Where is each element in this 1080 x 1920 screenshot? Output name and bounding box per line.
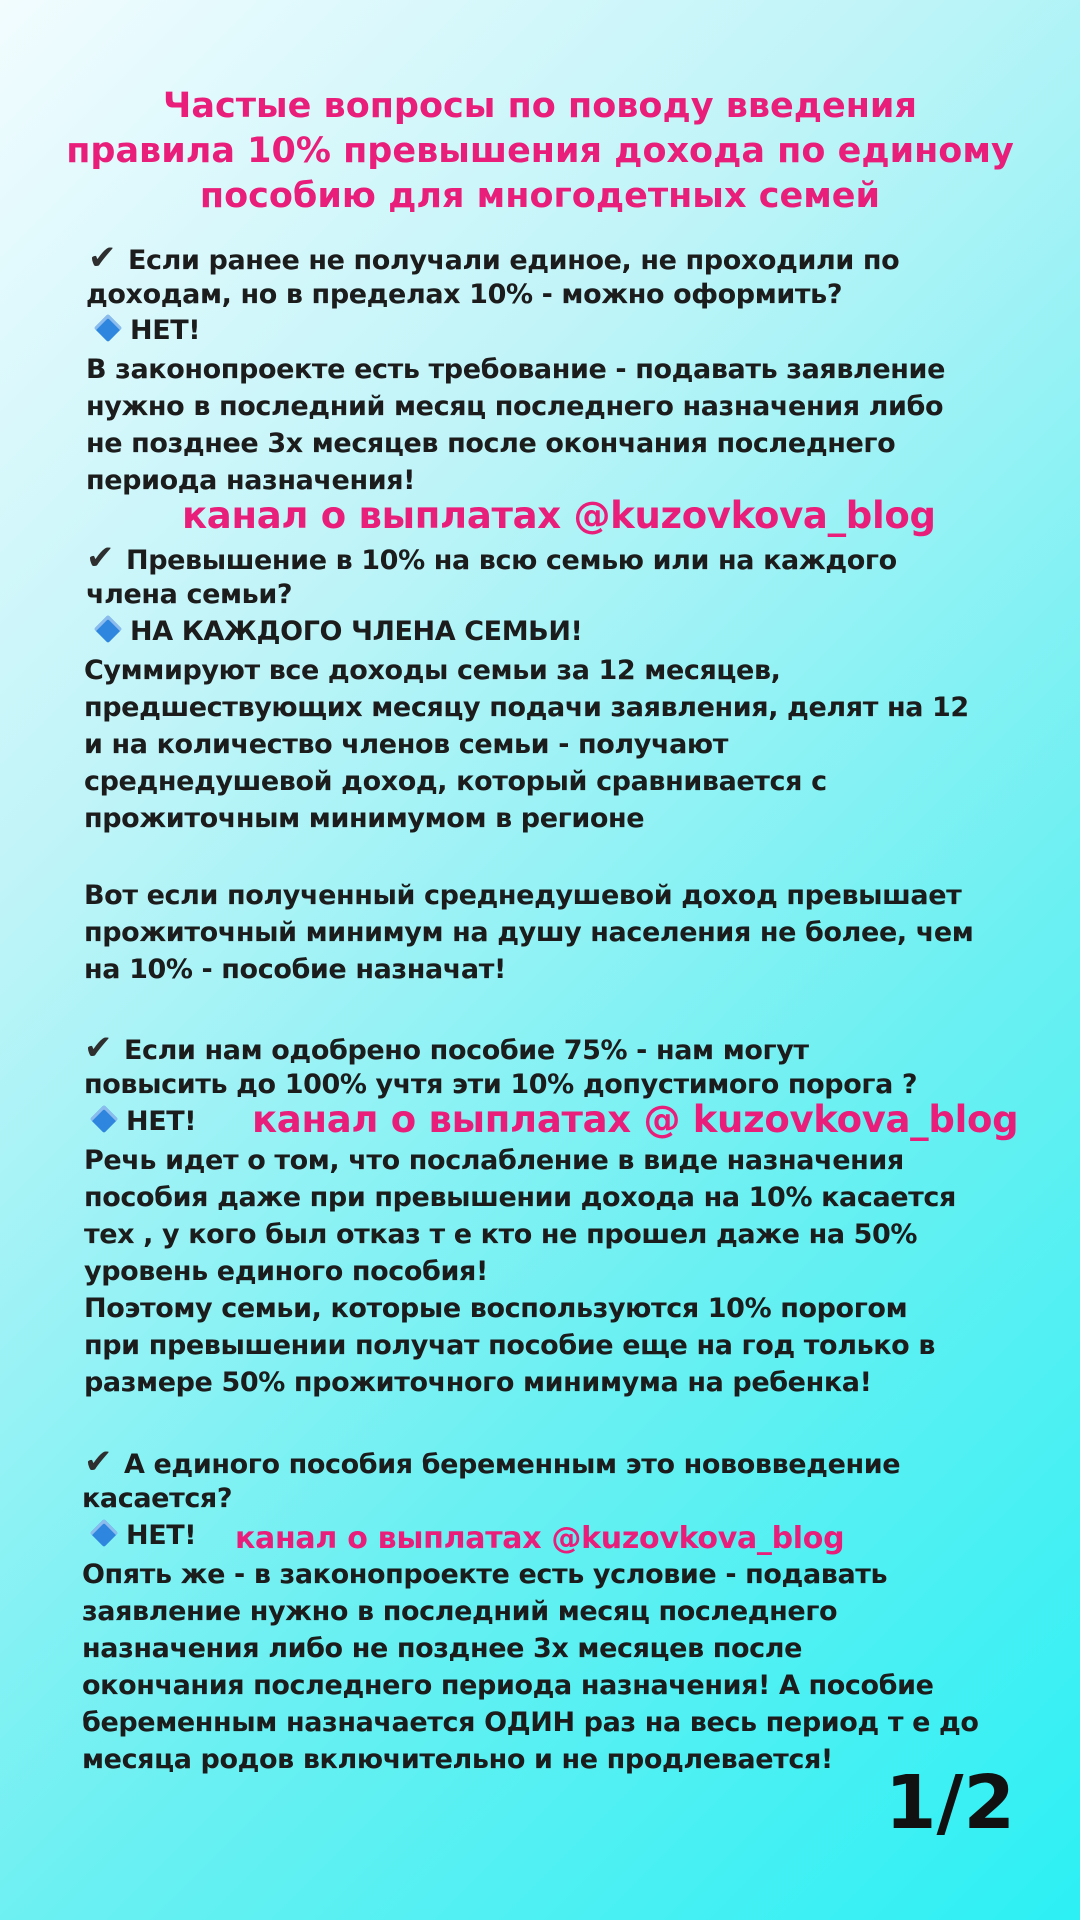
question-3-line-1: ✔ Если нам одобрено пособие 75% - нам могут [84, 1028, 809, 1068]
answer-2-text: прожиточный минимум на душу населения не более, чем [84, 917, 974, 948]
answer-3-text: Поэтому семьи, которые воспользуются 10% порогом [84, 1293, 908, 1324]
answer-4-text: окончания последнего периода назначения! А пособие [82, 1670, 934, 1701]
channel-watermark: канал о выплатах @kuzovkova_blog [182, 494, 936, 537]
answer-3: НЕТ! [84, 1104, 196, 1140]
page-title [40, 84, 1040, 219]
answer-2: НА КАЖДОГО ЧЛЕНА СЕМЬИ! [88, 614, 582, 650]
answer-2-text: среднедушевой доход, который сравнивается с [84, 766, 827, 797]
title-line: правила 10% превышения дохода по единому [66, 131, 1014, 171]
answer-2-text: и на количество членов семьи - получают [84, 729, 729, 760]
answer-3-text: тех , у кого был отказ т е кто не прошел даже на 50% [84, 1219, 918, 1250]
answer-1-text: нужно в последний месяц последнего назначения либо [86, 391, 944, 422]
answer-3-text: при превышении получат пособие еще на год только в [84, 1330, 936, 1361]
blue-diamond-icon [94, 615, 122, 643]
answer-3-text: Речь идет о том, что послабление в виде назначения [84, 1145, 904, 1176]
answer-3-text: уровень единого пособия! [84, 1256, 488, 1287]
question-1-line-1: ✔ Если ранее не получали единое, не проходили по [88, 238, 900, 278]
channel-watermark: канал о выплатах @ kuzovkova_blog [252, 1098, 1019, 1141]
blue-diamond-icon [90, 1519, 118, 1547]
answer-2-text: прожиточным минимумом в регионе [84, 803, 645, 834]
blue-diamond-icon [94, 314, 122, 342]
title-line: Частые вопросы по поводу введения [163, 86, 917, 126]
check-mark-icon: ✔ [84, 1442, 113, 1482]
question-2-line-1: ✔ Превышение в 10% на всю семью или на каждого [86, 538, 897, 578]
page-indicator: 1/2 [885, 1760, 1016, 1846]
question-2-line-2: члена семьи? [86, 579, 293, 610]
answer-4-text: месяца родов включительно и не продлевается! [82, 1744, 833, 1775]
answer-2-text: предшествующих месяцу подачи заявления, делят на 12 [84, 692, 969, 723]
answer-1: НЕТ! [88, 313, 200, 349]
check-mark-icon: ✔ [86, 538, 115, 578]
question-4-line-2: касается? [82, 1483, 233, 1514]
answer-4-text: заявление нужно в последний месяц последнего [82, 1596, 838, 1627]
answer-3-text: пособия даже при превышении дохода на 10% касается [84, 1182, 956, 1213]
answer-4-text: назначения либо не позднее 3х месяцев после [82, 1633, 803, 1664]
check-mark-icon: ✔ [84, 1028, 113, 1068]
title-line: пособию для многодетных семей [199, 176, 881, 216]
blue-diamond-icon [90, 1105, 118, 1133]
answer-4-text: беременным назначается ОДИН раз на весь период т е до [82, 1707, 979, 1738]
question-4-line-1: ✔ А единого пособия беременным это нововведение [84, 1442, 901, 1482]
question-3-line-2: повысить до 100% учтя эти 10% допустимого порога ? [84, 1069, 918, 1100]
question-1-line-2: доходам, но в пределах 10% - можно оформить? [86, 279, 843, 310]
answer-3-text: размере 50% прожиточного минимума на ребенка! [84, 1367, 872, 1398]
answer-2-text: Вот если полученный среднедушевой доход превышает [84, 880, 962, 911]
channel-watermark: канал о выплатах @kuzovkova_blog [235, 1521, 845, 1556]
answer-1-text: В законопроекте есть требование - подавать заявление [86, 354, 945, 385]
answer-1-text: периода назначения! [86, 465, 416, 496]
check-mark-icon: ✔ [88, 238, 117, 278]
answer-2-text: на 10% - пособие назначат! [84, 954, 506, 985]
answer-1-text: не позднее 3х месяцев после окончания последнего [86, 428, 896, 459]
answer-4-text: Опять же - в законопроекте есть условие - подавать [82, 1559, 888, 1590]
answer-4: НЕТ! [84, 1518, 196, 1554]
answer-2-text: Суммируют все доходы семьи за 12 месяцев, [84, 655, 781, 686]
